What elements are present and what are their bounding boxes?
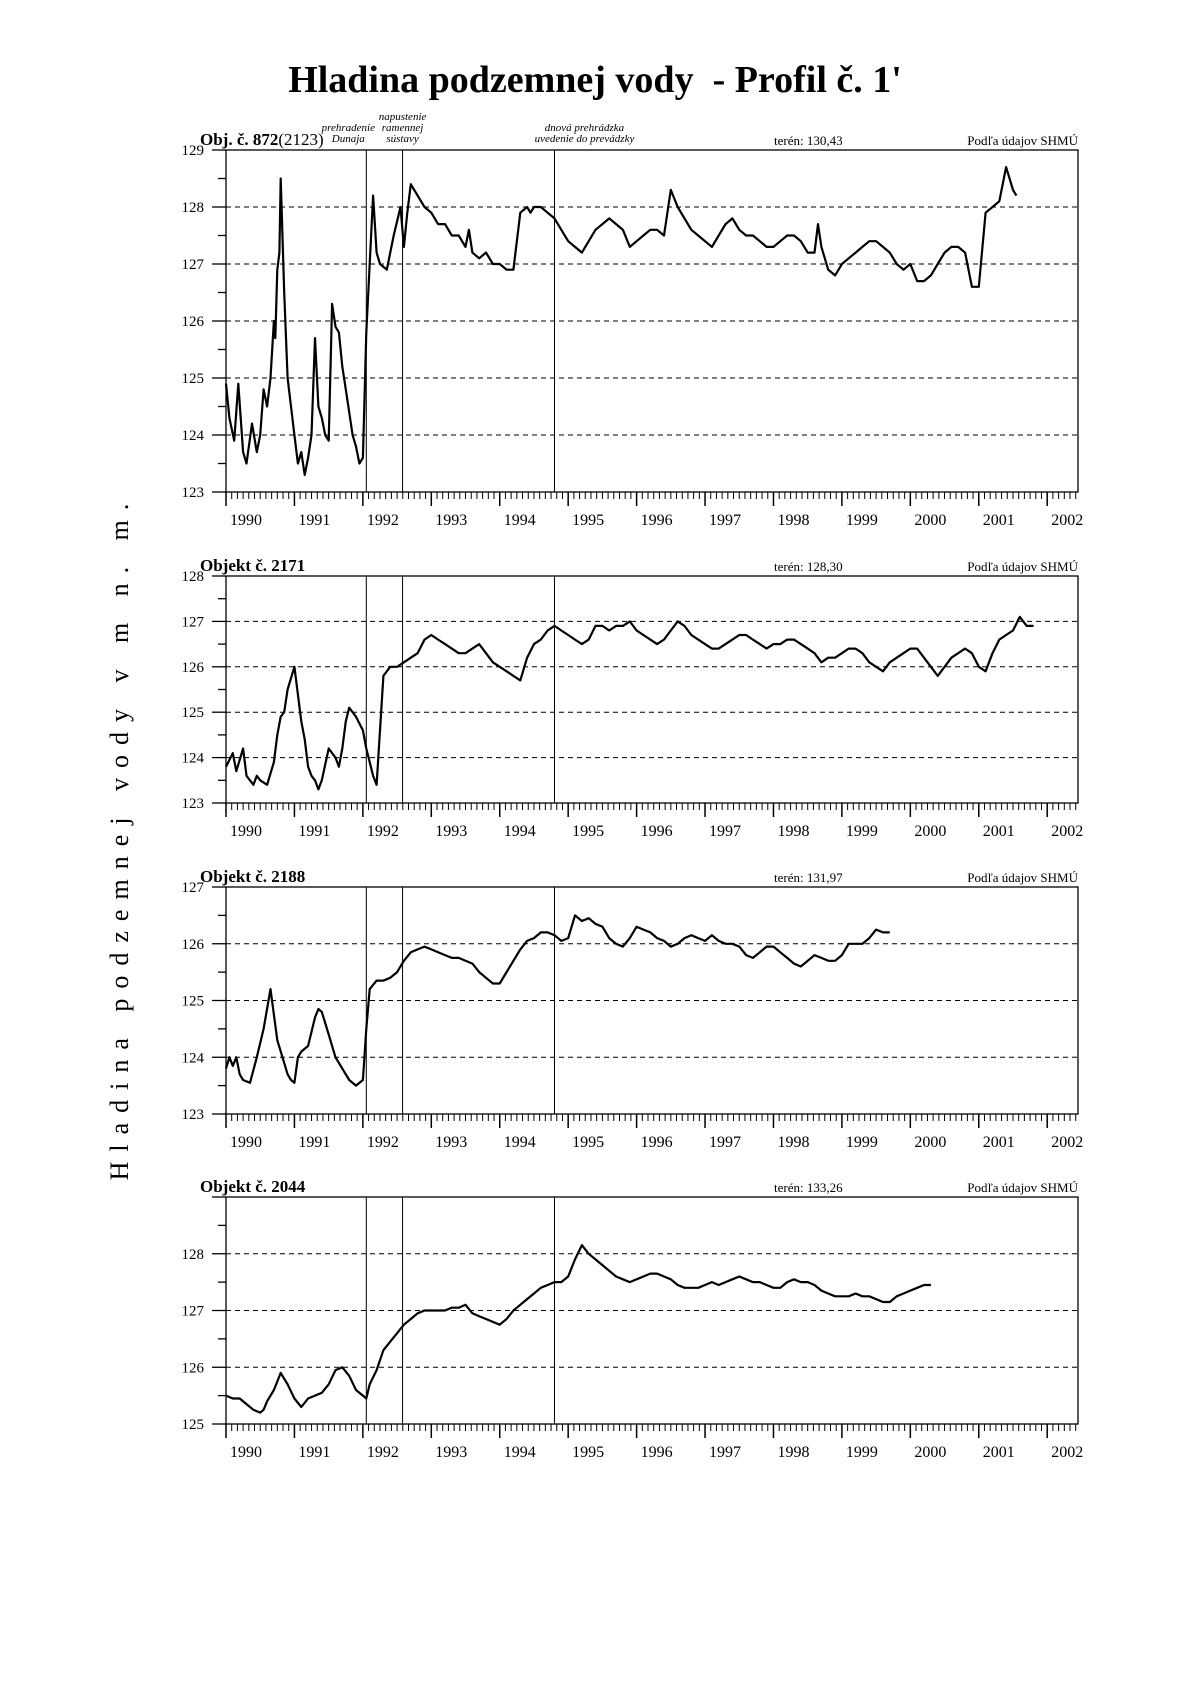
x-tick-label: 2000 [914,1444,947,1461]
x-tick-label: 1998 [777,512,810,529]
y-tick-label: 123 [181,1107,204,1123]
source-label: Podľa údajov SHMÚ [967,1180,1078,1195]
event-label: Dunaja [331,133,365,145]
x-tick-label: 1993 [435,823,468,840]
y-tick-label: 126 [181,1360,204,1377]
x-tick-label: 2002 [1051,512,1084,529]
x-tick-label: 1991 [298,823,331,840]
y-tick-label: 127 [181,880,204,896]
x-tick-label: 1995 [572,1444,605,1461]
x-tick-label: 1990 [230,512,262,529]
x-tick-label: 2000 [914,823,947,840]
x-tick-label: 2001 [982,512,1015,529]
x-tick-label: 1991 [298,1444,331,1461]
x-tick-label: 1998 [777,1134,810,1151]
x-tick-label: 1996 [640,1444,673,1461]
y-tick-label: 126 [181,659,204,676]
x-tick-label: 1997 [709,512,742,529]
series-line [226,1245,931,1412]
terrain-label: terén: 131,97 [774,870,843,885]
source-label: Podľa údajov SHMÚ [967,133,1078,148]
x-tick-label: 1990 [230,1134,262,1151]
y-tick-label: 125 [181,705,204,722]
event-label: dnová prehrádzka [544,122,625,134]
x-tick-label: 1995 [572,512,605,529]
x-tick-label: 1996 [640,823,673,840]
plot-frame [226,576,1078,803]
x-tick-label: 1999 [845,512,878,529]
panel-title: Objekt č. 2044 [200,1177,306,1196]
x-tick-label: 1994 [503,823,536,840]
x-tick-label: 1995 [572,823,605,840]
x-tick-label: 1993 [435,1444,468,1461]
y-tick-label: 124 [181,1050,204,1067]
x-tick-label: 1999 [845,1444,878,1461]
x-tick-label: 1993 [435,512,468,529]
y-tick-label: 128 [181,569,204,585]
event-label: sústavy [386,133,419,145]
x-tick-label: 1992 [366,512,399,529]
x-tick-label: 1997 [709,823,742,840]
x-tick-label: 1997 [709,1134,742,1151]
x-tick-label: 1999 [845,1134,878,1151]
source-label: Podľa údajov SHMÚ [967,870,1078,885]
x-tick-label: 1991 [298,512,331,529]
y-tick-label: 124 [181,750,204,767]
panel-title-suffix: (2123) [278,130,324,149]
x-tick-label: 1994 [503,1134,536,1151]
y-tick-label: 125 [181,371,204,387]
x-tick-label: 2001 [982,1444,1015,1461]
x-tick-label: 1992 [366,1134,399,1151]
page-title: Hladina podzemnej vody - Profil č. 1' [288,59,902,101]
y-tick-label: 125 [181,1417,204,1433]
y-tick-label: 126 [181,314,204,330]
panel-1 [182,111,1084,529]
source-label: Podľa údajov SHMÚ [967,559,1078,574]
x-tick-label: 1993 [435,1134,468,1151]
panel-title: Obj. č. 872(2123) [200,130,324,149]
x-tick-label: 1990 [230,823,262,840]
x-tick-label: 1994 [503,512,536,529]
y-tick-label: 126 [181,936,204,953]
y-tick-label: 127 [181,1303,204,1320]
event-label: ramennej [381,122,424,134]
event-label: uvedenie do prevádzky [534,133,635,145]
panel-title: Objekt č. 2188 [200,867,306,886]
series-line [226,617,1034,790]
x-tick-label: 1992 [366,1444,399,1461]
y-tick-label: 129 [181,143,204,159]
x-tick-label: 1995 [572,1134,605,1151]
x-tick-label: 1996 [640,1134,673,1151]
x-tick-label: 1998 [777,1444,810,1461]
x-tick-label: 2001 [982,823,1015,840]
x-tick-label: 2002 [1051,823,1084,840]
x-tick-label: 1997 [709,1444,742,1461]
y-tick-label: 124 [181,428,204,444]
panel-2 [182,556,1084,840]
x-tick-label: 1994 [503,1444,536,1461]
terrain-label: terén: 133,26 [774,1180,843,1195]
x-tick-label: 1991 [298,1134,331,1151]
event-label: prehradenie [321,122,375,134]
x-tick-label: 2000 [914,512,947,529]
y-tick-label: 128 [181,200,204,216]
y-tick-label: 123 [181,796,204,812]
x-tick-label: 1996 [640,512,673,529]
x-tick-label: 1998 [777,823,810,840]
terrain-label: terén: 128,30 [774,559,843,574]
y-tick-label: 127 [181,614,204,631]
panel-title: Objekt č. 2171 [200,556,306,575]
x-tick-label: 2002 [1051,1134,1084,1151]
y-tick-label: 125 [181,993,204,1010]
y-tick-label: 123 [181,485,204,501]
x-tick-label: 2001 [982,1134,1015,1151]
y-tick-label: 128 [181,1246,204,1263]
x-tick-label: 2000 [914,1134,947,1151]
terrain-label: terén: 130,43 [774,133,843,148]
x-tick-label: 1999 [845,823,878,840]
x-tick-label: 1992 [366,823,399,840]
y-tick-label: 127 [181,257,204,273]
panel-3 [182,867,1084,1151]
x-tick-label: 2002 [1051,1444,1084,1461]
y-axis-label-text: Hladina podzemnej vody v m n. m. [105,493,134,1181]
panel-4 [182,1177,1084,1461]
x-tick-label: 1990 [230,1444,262,1461]
event-label: napustenie [378,111,427,123]
